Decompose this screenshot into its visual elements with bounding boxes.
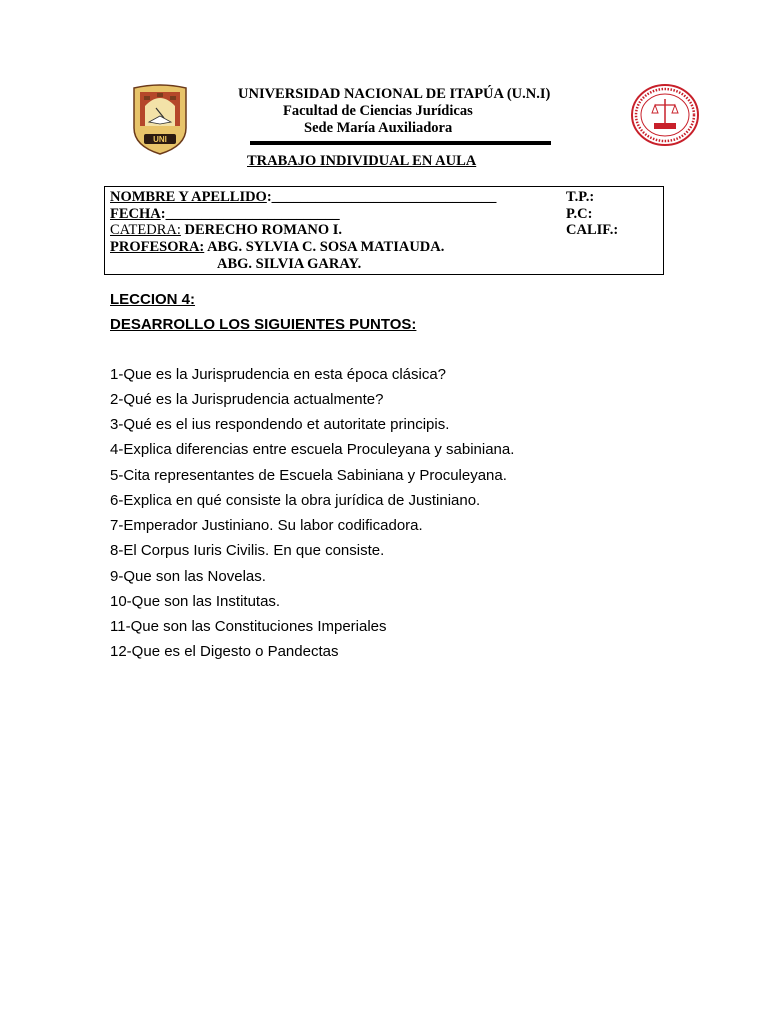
date-field[interactable]: [110, 206, 340, 223]
profesora-value: ABG. SYLVIA C. SOSA MATIAUDA.: [204, 239, 445, 255]
question-item: 2-Qué es la Jurisprudencia actualmente?: [110, 391, 384, 408]
header-divider: [250, 141, 551, 145]
faculty-name: Facultad de Ciencias Jurídicas: [283, 103, 473, 119]
question-item: 6-Explica en qué consiste la obra jurídica de Justiniano.: [110, 492, 481, 509]
university-name: UNIVERSIDAD NACIONAL DE ITAPÚA (U.N.I): [238, 86, 551, 102]
calif-label: CALIF.:: [566, 222, 619, 238]
question-item: 8-El Corpus Iuris Civilis. En que consiste.: [110, 542, 385, 559]
university-logo-icon: [130, 82, 190, 156]
pc-label: P.C:: [566, 206, 593, 222]
question-item: 5-Cita representantes de Escuela Sabiniana y Proculeyana.: [110, 467, 507, 484]
question-item: 10-Que son las Institutas.: [110, 593, 281, 610]
profesora-label: PROFESORA:: [110, 239, 205, 255]
name-blank: :_______________________________: [266, 189, 497, 205]
question-item: 7-Emperador Justiniano. Su labor codificadora.: [110, 517, 423, 534]
svg-text:UNI: UNI: [153, 135, 167, 144]
question-item: 4-Explica diferencias entre escuela Proculeyana y sabiniana.: [110, 441, 515, 458]
faculty-seal-icon: [630, 83, 700, 147]
catedra-line: [110, 222, 342, 239]
lesson-title: LECCION 4:: [110, 291, 196, 308]
name-field[interactable]: [110, 189, 496, 206]
question-item: 12-Que es el Digesto o Pandectas: [110, 643, 339, 660]
lesson-subtitle: DESARROLLO LOS SIGUIENTES PUNTOS:: [110, 316, 417, 333]
date-label: FECHA: [110, 206, 161, 222]
question-item: 1-Que es la Jurisprudencia en esta época clásica?: [110, 366, 447, 383]
question-item: 11-Que son las Constituciones Imperiales: [110, 618, 387, 635]
catedra-label: CATEDRA:: [110, 222, 181, 238]
date-blank: :________________________: [160, 206, 340, 222]
assignment-title: TRABAJO INDIVIDUAL EN AULA: [247, 153, 477, 169]
profesora-line: [110, 239, 444, 256]
question-item: 3-Qué es el ius respondendo et autoritate principis.: [110, 416, 450, 433]
catedra-value: DERECHO ROMANO I.: [180, 222, 343, 238]
question-item: 9-Que son las Novelas.: [110, 568, 266, 585]
name-label: NOMBRE Y APELLIDO: [110, 189, 267, 205]
tp-label: T.P.:: [566, 189, 595, 205]
profesora-value-2: ABG. SILVIA GARAY.: [217, 256, 362, 272]
campus-name: Sede María Auxiliadora: [304, 120, 453, 136]
